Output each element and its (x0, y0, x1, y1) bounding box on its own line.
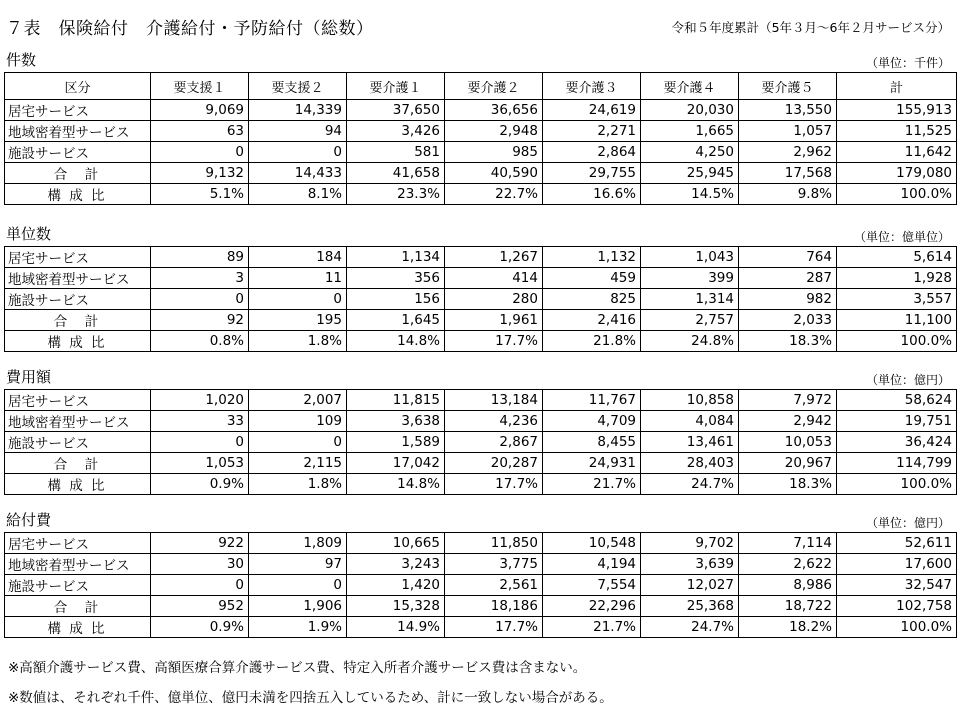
table-cell: 1,906 (249, 596, 347, 617)
table-cell: 414 (445, 268, 543, 289)
table-cell: 3,557 (837, 289, 957, 310)
table-row (5, 142, 957, 163)
table-row (5, 289, 957, 310)
footnote-2: ※数値は、それぞれ千件、億単位、億円未満を四捨五入しているため、計に一致しない場合がある。 (8, 690, 613, 706)
section-header (4, 226, 956, 246)
table-cell: 7,554 (543, 575, 641, 596)
table-cell: 11,525 (837, 121, 957, 142)
table-cell: 22.7% (445, 184, 543, 205)
table-cell: 11,815 (347, 390, 445, 411)
data-table (4, 246, 957, 352)
data-table (4, 389, 957, 495)
section-unit: （単位：億円） (865, 516, 950, 530)
table-cell: 17,568 (739, 163, 837, 184)
table-cell: 10,548 (543, 533, 641, 554)
table-cell: 195 (249, 310, 347, 331)
row-label: 合 計 (5, 310, 151, 331)
table-cell: 2,007 (249, 390, 347, 411)
table-cell: 1,132 (543, 247, 641, 268)
table-row (5, 184, 957, 205)
table-cell: 1,665 (641, 121, 739, 142)
table-cell: 764 (739, 247, 837, 268)
table-cell: 37,650 (347, 100, 445, 121)
table-cell: 114,799 (837, 453, 957, 474)
row-label: 構 成 比 (5, 331, 151, 352)
table-cell: 4,084 (641, 411, 739, 432)
table-cell: 25,368 (641, 596, 739, 617)
table-cell: 1,314 (641, 289, 739, 310)
section-header (4, 369, 956, 389)
row-label: 地域密着型サービス (5, 411, 151, 432)
table-cell: 4,194 (543, 554, 641, 575)
table-cell: 3,639 (641, 554, 739, 575)
table-cell: 0.9% (151, 474, 249, 495)
row-label: 居宅サービス (5, 100, 151, 121)
section-benefit (4, 512, 956, 638)
table-cell: 28,403 (641, 453, 739, 474)
table-cell: 3,775 (445, 554, 543, 575)
table-cell: 280 (445, 289, 543, 310)
table-cell: 20,287 (445, 453, 543, 474)
row-label: 地域密着型サービス (5, 268, 151, 289)
section-header (4, 512, 956, 532)
table-cell: 24,931 (543, 453, 641, 474)
row-label: 居宅サービス (5, 390, 151, 411)
row-label: 居宅サービス (5, 247, 151, 268)
table-cell: 2,757 (641, 310, 739, 331)
table-row (5, 247, 957, 268)
table-cell: 29,755 (543, 163, 641, 184)
table-cell: 63 (151, 121, 249, 142)
table-cell: 179,080 (837, 163, 957, 184)
table-cell: 2,948 (445, 121, 543, 142)
row-label: 地域密着型サービス (5, 554, 151, 575)
table-cell: 20,030 (641, 100, 739, 121)
table-cell: 356 (347, 268, 445, 289)
table-cell: 11,850 (445, 533, 543, 554)
period-label: 令和５年度累計（5年３月～6年２月サービス分） (671, 20, 950, 35)
section-unit: （単位：億単位） (853, 230, 950, 244)
table-cell: 2,864 (543, 142, 641, 163)
table-cell: 94 (249, 121, 347, 142)
table-row (5, 453, 957, 474)
table-cell: 41,658 (347, 163, 445, 184)
table-cell: 399 (641, 268, 739, 289)
section-title: 件数 (6, 51, 37, 69)
table-cell: 982 (739, 289, 837, 310)
table-cell: 3,426 (347, 121, 445, 142)
table-cell: 1,057 (739, 121, 837, 142)
table-cell: 18,722 (739, 596, 837, 617)
table-cell: 17.7% (445, 617, 543, 638)
table-cell: 0.8% (151, 331, 249, 352)
table-cell: 22,296 (543, 596, 641, 617)
table-cell: 14,339 (249, 100, 347, 121)
table-cell: 9,069 (151, 100, 249, 121)
table-cell: 97 (249, 554, 347, 575)
table-cell: 2,942 (739, 411, 837, 432)
row-label: 合 計 (5, 163, 151, 184)
table-cell: 1.9% (249, 617, 347, 638)
table-cell: 1,043 (641, 247, 739, 268)
row-label: 施設サービス (5, 142, 151, 163)
table-cell: 20,967 (739, 453, 837, 474)
column-header: 要介護３ (543, 73, 641, 100)
table-cell: 33 (151, 411, 249, 432)
table-cell: 17,042 (347, 453, 445, 474)
row-label: 施設サービス (5, 432, 151, 453)
section-title: 費用額 (6, 368, 52, 386)
table-cell: 102,758 (837, 596, 957, 617)
table-cell: 14.8% (347, 474, 445, 495)
table-cell: 58,624 (837, 390, 957, 411)
table-cell: 21.7% (543, 474, 641, 495)
table-cell: 1,645 (347, 310, 445, 331)
table-cell: 922 (151, 533, 249, 554)
table-cell: 17,600 (837, 554, 957, 575)
table-cell: 14,433 (249, 163, 347, 184)
table-cell: 2,271 (543, 121, 641, 142)
table-row (5, 411, 957, 432)
table-cell: 581 (347, 142, 445, 163)
table-cell: 21.8% (543, 331, 641, 352)
table-cell: 25,945 (641, 163, 739, 184)
table-cell: 155,913 (837, 100, 957, 121)
table-row (5, 474, 957, 495)
table-cell: 13,184 (445, 390, 543, 411)
table-cell: 19,751 (837, 411, 957, 432)
table-cell: 32,547 (837, 575, 957, 596)
section-title: 単位数 (6, 225, 52, 243)
table-cell: 10,053 (739, 432, 837, 453)
table-row (5, 533, 957, 554)
table-cell: 40,590 (445, 163, 543, 184)
table-cell: 1.8% (249, 474, 347, 495)
table-cell: 100.0% (837, 617, 957, 638)
header-row (5, 73, 957, 100)
table-cell: 1,589 (347, 432, 445, 453)
table-cell: 156 (347, 289, 445, 310)
table-cell: 12,027 (641, 575, 739, 596)
column-header: 要介護５ (739, 73, 837, 100)
page-title: ７表 保険給付 介護給付・予防給付（総数） (6, 19, 374, 39)
table-cell: 0 (151, 142, 249, 163)
table-cell: 100.0% (837, 474, 957, 495)
section-unit: （単位：億円） (865, 373, 950, 387)
table-cell: 18,186 (445, 596, 543, 617)
table-cell: 13,550 (739, 100, 837, 121)
table-cell: 287 (739, 268, 837, 289)
table-row (5, 163, 957, 184)
table-cell: 9.8% (739, 184, 837, 205)
table-cell: 2,561 (445, 575, 543, 596)
table-cell: 4,709 (543, 411, 641, 432)
table-cell: 24,619 (543, 100, 641, 121)
table-cell: 0 (249, 142, 347, 163)
table-cell: 2,416 (543, 310, 641, 331)
column-header: 要介護２ (445, 73, 543, 100)
table-cell: 8,455 (543, 432, 641, 453)
table-cell: 0 (249, 289, 347, 310)
table-cell: 2,115 (249, 453, 347, 474)
section-header (4, 52, 956, 72)
table-cell: 92 (151, 310, 249, 331)
table-cell: 52,611 (837, 533, 957, 554)
table-cell: 36,424 (837, 432, 957, 453)
table-cell: 8.1% (249, 184, 347, 205)
section-title: 給付費 (6, 511, 52, 529)
row-label: 構 成 比 (5, 474, 151, 495)
column-header: 計 (837, 73, 957, 100)
row-label: 施設サービス (5, 289, 151, 310)
table-cell: 14.5% (641, 184, 739, 205)
table-cell: 825 (543, 289, 641, 310)
table-cell: 109 (249, 411, 347, 432)
table-cell: 0 (151, 575, 249, 596)
table-cell: 11,100 (837, 310, 957, 331)
table-cell: 18.3% (739, 474, 837, 495)
table-row (5, 596, 957, 617)
table-cell: 184 (249, 247, 347, 268)
table-cell: 17.7% (445, 474, 543, 495)
table-cell: 21.7% (543, 617, 641, 638)
table-cell: 17.7% (445, 331, 543, 352)
table-cell: 3,243 (347, 554, 445, 575)
table-cell: 11,767 (543, 390, 641, 411)
table-cell: 1,267 (445, 247, 543, 268)
table-cell: 459 (543, 268, 641, 289)
table-cell: 952 (151, 596, 249, 617)
row-label: 合 計 (5, 596, 151, 617)
table-cell: 8,986 (739, 575, 837, 596)
table-cell: 89 (151, 247, 249, 268)
data-table (4, 72, 957, 205)
row-label: 構 成 比 (5, 617, 151, 638)
table-cell: 3,638 (347, 411, 445, 432)
table-cell: 100.0% (837, 184, 957, 205)
table-cell: 2,867 (445, 432, 543, 453)
row-label: 構 成 比 (5, 184, 151, 205)
table-cell: 30 (151, 554, 249, 575)
table-cell: 24.7% (641, 617, 739, 638)
table-cell: 4,236 (445, 411, 543, 432)
table-cell: 16.6% (543, 184, 641, 205)
table-cell: 3 (151, 268, 249, 289)
table-row (5, 310, 957, 331)
table-cell: 15,328 (347, 596, 445, 617)
table-cell: 14.9% (347, 617, 445, 638)
table-cell: 0 (151, 432, 249, 453)
table-row (5, 331, 957, 352)
table-cell: 100.0% (837, 331, 957, 352)
footnote-1: ※高額介護サービス費、高額医療合算介護サービス費、特定入所者介護サービス費は含まない。 (8, 660, 587, 676)
table-cell: 1,420 (347, 575, 445, 596)
table-cell: 0 (249, 575, 347, 596)
table-row (5, 575, 957, 596)
table-row (5, 390, 957, 411)
column-header: 要支援１ (151, 73, 249, 100)
data-table (4, 532, 957, 638)
table-row (5, 554, 957, 575)
table-cell: 1,053 (151, 453, 249, 474)
table-cell: 0.9% (151, 617, 249, 638)
table-cell: 7,972 (739, 390, 837, 411)
section-unit: （単位：千件） (865, 56, 950, 70)
row-label: 施設サービス (5, 575, 151, 596)
table-cell: 7,114 (739, 533, 837, 554)
table-cell: 4,250 (641, 142, 739, 163)
table-cell: 11 (249, 268, 347, 289)
column-header: 要支援２ (249, 73, 347, 100)
table-cell: 24.7% (641, 474, 739, 495)
table-cell: 1,134 (347, 247, 445, 268)
section-count (4, 52, 956, 205)
row-label: 地域密着型サービス (5, 121, 151, 142)
column-header: 区分 (5, 73, 151, 100)
table-cell: 13,461 (641, 432, 739, 453)
table-cell: 5,614 (837, 247, 957, 268)
table-cell: 11,642 (837, 142, 957, 163)
table-cell: 2,962 (739, 142, 837, 163)
table-row (5, 100, 957, 121)
table-row (5, 121, 957, 142)
table-cell: 0 (151, 289, 249, 310)
table-row (5, 432, 957, 453)
table-row (5, 617, 957, 638)
table-cell: 5.1% (151, 184, 249, 205)
table-cell: 1,961 (445, 310, 543, 331)
table-cell: 18.2% (739, 617, 837, 638)
table-cell: 10,665 (347, 533, 445, 554)
table-cell: 36,656 (445, 100, 543, 121)
table-cell: 2,622 (739, 554, 837, 575)
table-cell: 0 (249, 432, 347, 453)
table-cell: 9,132 (151, 163, 249, 184)
row-label: 居宅サービス (5, 533, 151, 554)
table-cell: 1,928 (837, 268, 957, 289)
table-cell: 24.8% (641, 331, 739, 352)
column-header: 要介護４ (641, 73, 739, 100)
table-cell: 1,020 (151, 390, 249, 411)
table-cell: 10,858 (641, 390, 739, 411)
row-label: 合 計 (5, 453, 151, 474)
table-cell: 23.3% (347, 184, 445, 205)
table-cell: 985 (445, 142, 543, 163)
section-units (4, 226, 956, 352)
table-cell: 1,809 (249, 533, 347, 554)
table-cell: 2,033 (739, 310, 837, 331)
table-row (5, 268, 957, 289)
table-cell: 9,702 (641, 533, 739, 554)
section-cost (4, 369, 956, 495)
table-cell: 14.8% (347, 331, 445, 352)
column-header: 要介護１ (347, 73, 445, 100)
table-cell: 18.3% (739, 331, 837, 352)
table-cell: 1.8% (249, 331, 347, 352)
